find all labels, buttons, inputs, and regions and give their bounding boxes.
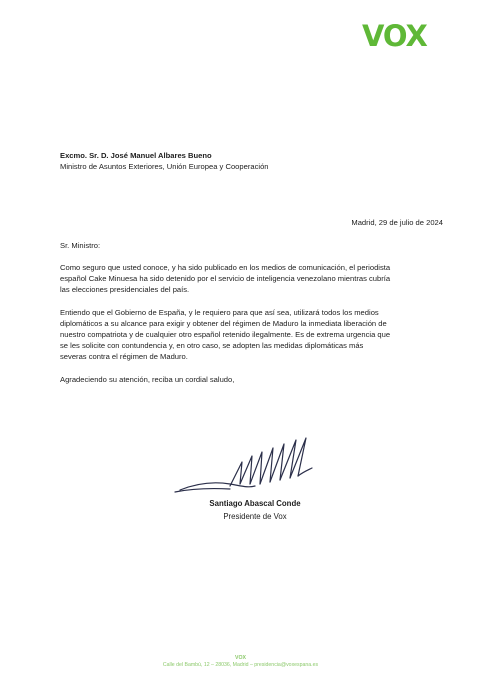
closing-line: Agradeciendo su atención, reciba un cordial saludo,	[60, 375, 235, 384]
recipient-block	[60, 150, 269, 172]
paragraph-line: Como seguro que usted conoce, y ha sido publicado en los medios de comunicación, el periodista	[60, 263, 391, 272]
handwritten-signature	[170, 434, 330, 504]
letter-date: Madrid, 29 de julio de 2024	[351, 218, 443, 227]
signer-title: Presidente de Vox	[223, 512, 287, 521]
footer-address: Calle del Bambú, 12 – 28036, Madrid – presidencia@voxespana.es	[162, 662, 319, 668]
recipient-title: Ministro de Asuntos Exteriores, Unión Europea y Cooperación	[60, 162, 269, 171]
paragraph-line: severas contra el régimen de Maduro.	[60, 352, 188, 361]
signer-name: Santiago Abascal Conde	[209, 499, 301, 508]
paragraph-line: Entiendo que el Gobierno de España, y le requiero para que así sea, utilizará todos los medios	[60, 308, 379, 317]
paragraph-2	[60, 307, 444, 362]
paragraph-line: las elecciones presidenciales del país.	[60, 285, 190, 294]
paragraph-1	[60, 262, 444, 295]
paragraph-line: español Cake Minuesa ha sido detenido por el servicio de inteligencia venezolano mientras cubría	[60, 274, 391, 283]
footer-brand: VOX	[235, 655, 246, 661]
salutation: Sr. Ministro:	[60, 241, 101, 250]
paragraph-line: se les solicite con contundencia y, en otro caso, se adopten las medidas diplomáticas más	[60, 341, 364, 350]
recipient-name: Excmo. Sr. D. José Manuel Albares Bueno	[60, 151, 212, 160]
paragraph-line: diplomáticos a su alcance para exigir y obtener del régimen de Maduro la inmediata liberación de	[60, 319, 387, 328]
vox-logo: VOX	[362, 19, 427, 53]
paragraph-line: nuestro compatriota y de cualquier otro español retenido ilegalmente. Es de extrema urgencia que	[60, 330, 391, 339]
